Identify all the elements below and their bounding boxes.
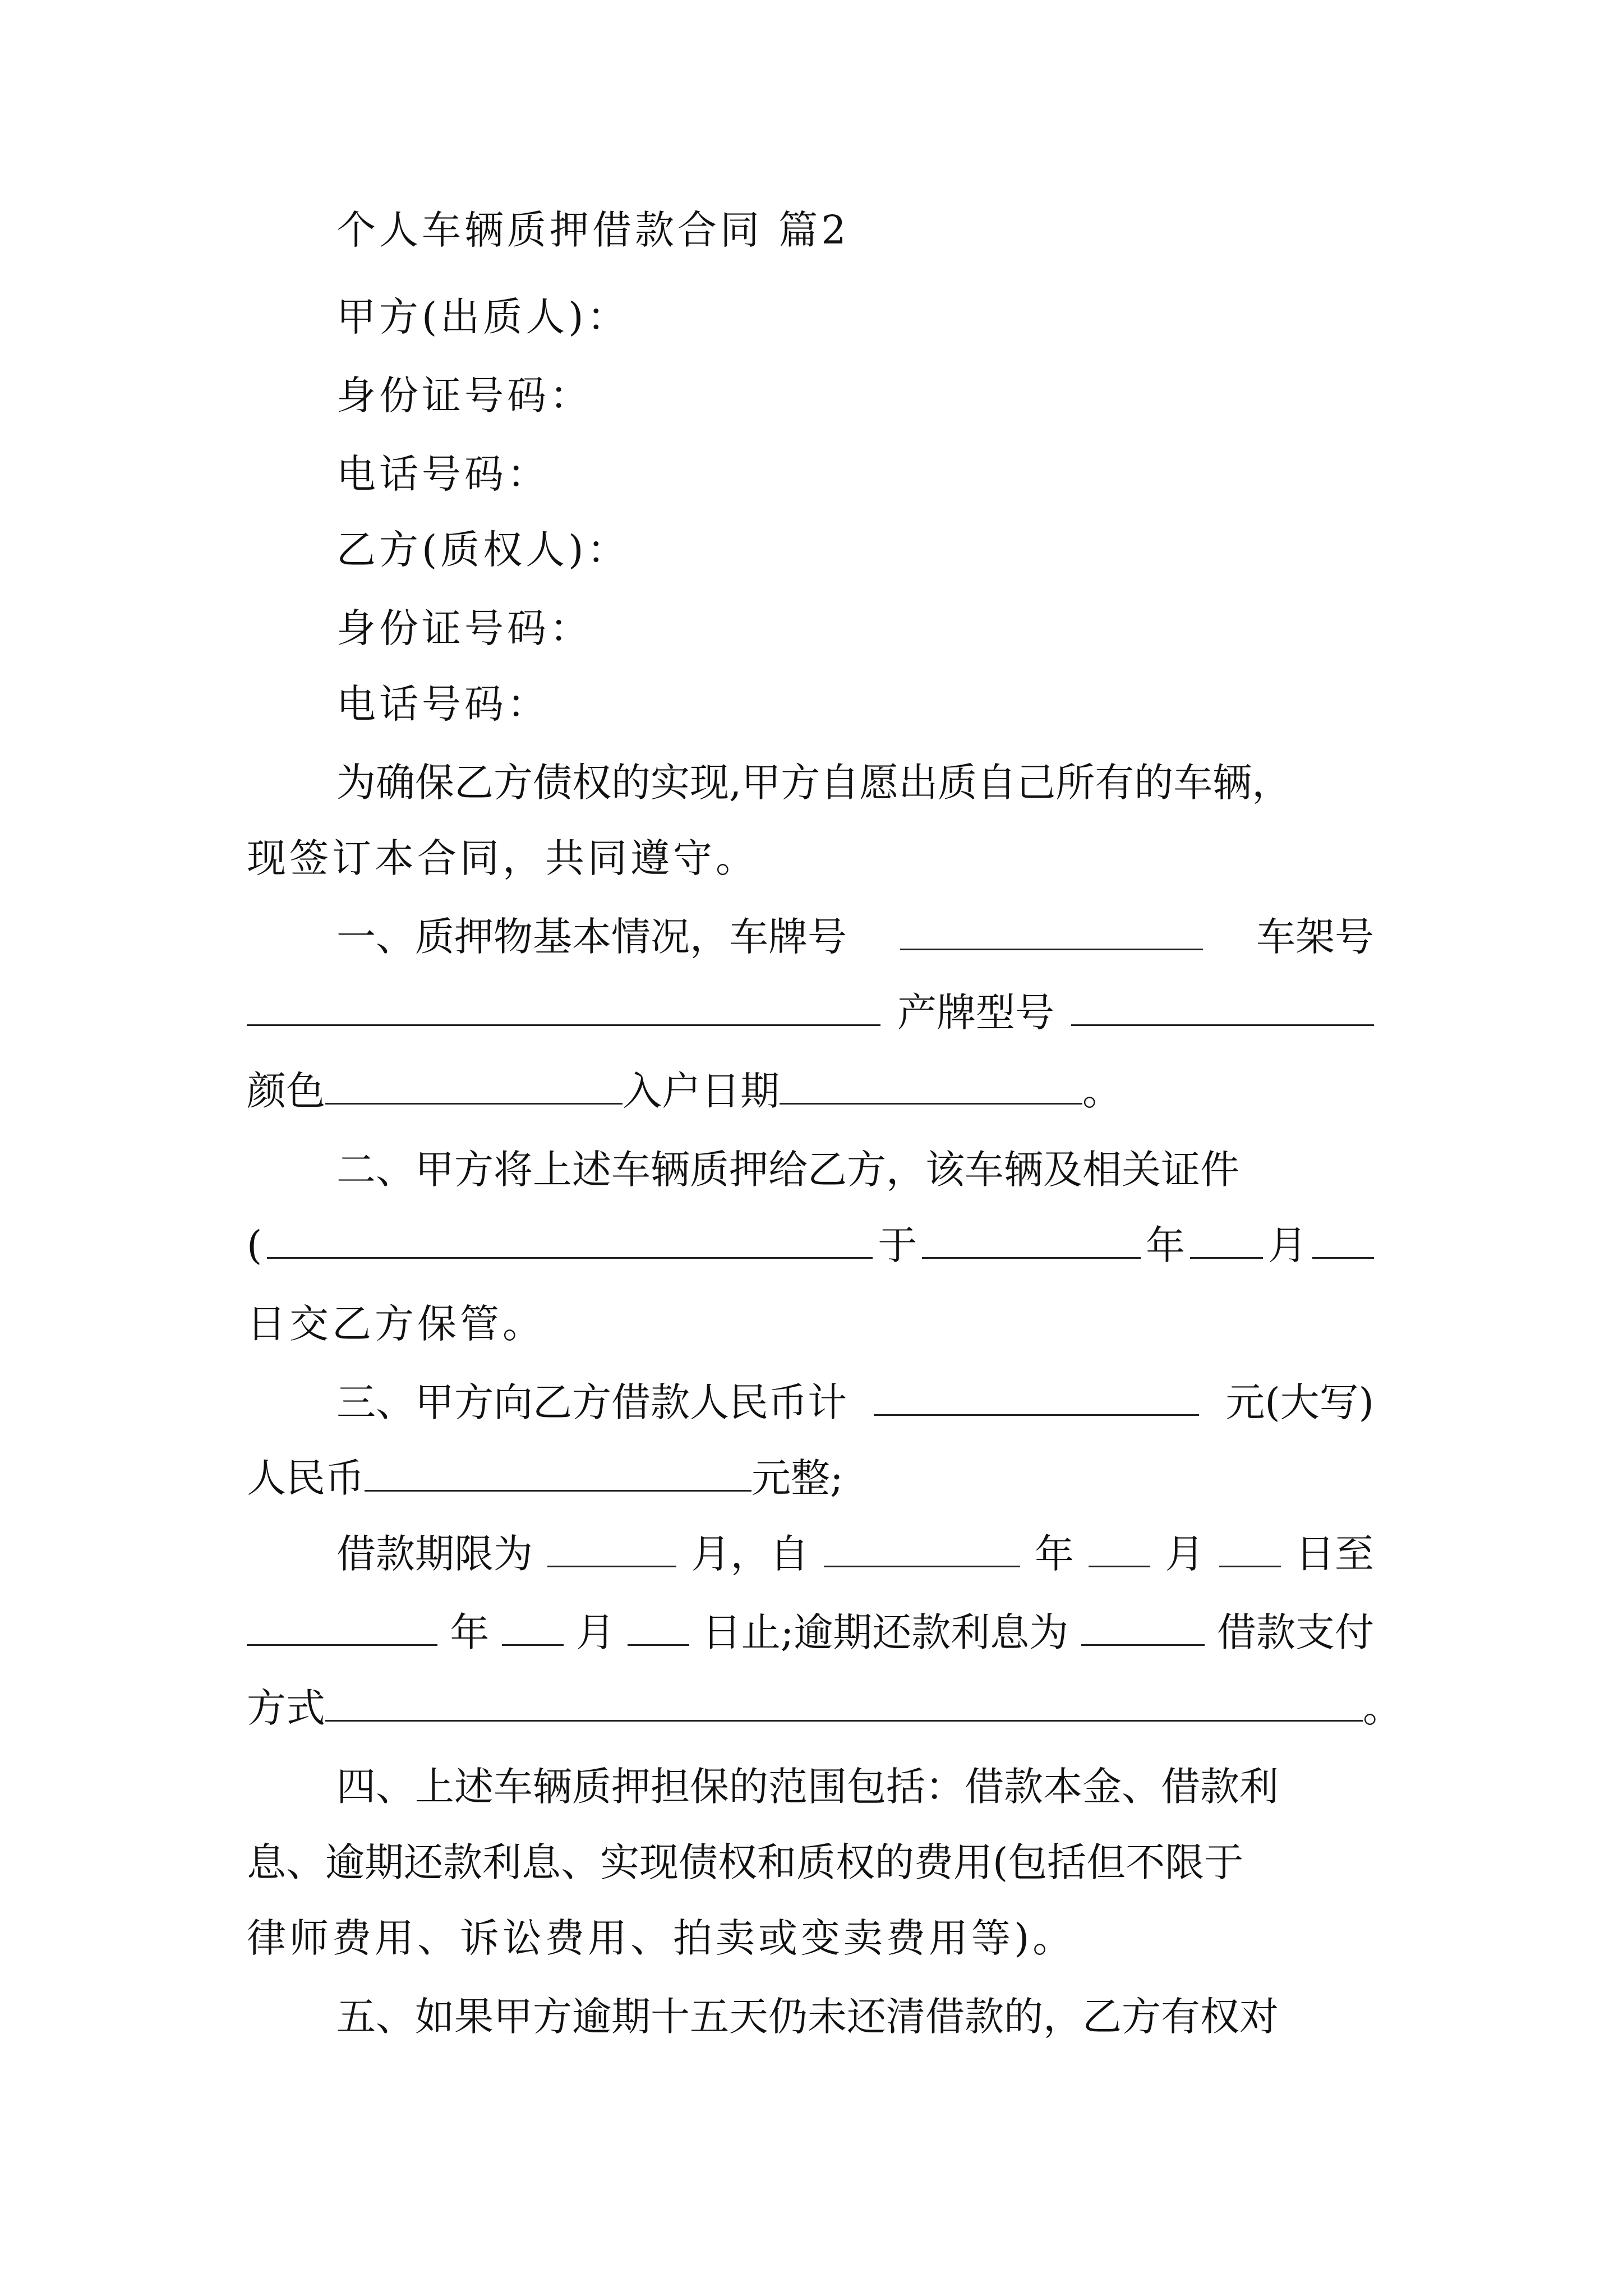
day-to-label: 日至 [1295, 1531, 1374, 1577]
documents-blank[interactable] [267, 1222, 873, 1259]
register-date-label: 入户日期 [623, 1068, 780, 1114]
clause1-prefix: 一、质押物基本情况，车牌号 [336, 914, 847, 960]
party-a-label: 甲方(出质人)： [336, 294, 630, 340]
clause2-text: 二、甲方将上述车辆质押给乙方，该车辆及相关证件 [336, 1147, 1239, 1193]
start-year-label: 年 [1035, 1531, 1074, 1577]
year-label: 年 [1146, 1222, 1186, 1268]
months-from-label: 月，自 [691, 1531, 809, 1577]
party-b-label: 乙方(质权人)： [336, 527, 630, 573]
clause4-line2 [247, 1837, 1374, 1888]
months-blank[interactable] [547, 1531, 676, 1567]
loan-term-prefix: 借款期限为 [336, 1531, 533, 1577]
clause1-line1 [336, 912, 1374, 962]
clause2-line2 [247, 1220, 1374, 1271]
yuan-caps-label: 元(大写) [1225, 1379, 1374, 1425]
method-label: 方式 [247, 1685, 325, 1731]
end-year-blank[interactable] [247, 1609, 437, 1646]
clause4-text2: 息、逾期还款利息、实现债权和质权的费用(包括但不限于 [247, 1839, 1244, 1885]
loan-amount-blank[interactable] [874, 1379, 1199, 1416]
party-a-id-label: 身份证号码： [336, 372, 592, 418]
day-end-label: 日止;逾期还款利息为 [702, 1609, 1069, 1655]
brand-model-label: 产牌型号 [897, 990, 1054, 1036]
clause3-line1 [336, 1377, 1374, 1428]
loan-term-line2 [247, 1607, 1374, 1658]
clause5-text1: 五、如果甲方逾期十五天仍未还清借款的，乙方有权对 [336, 1994, 1279, 2040]
color-blank[interactable] [325, 1068, 623, 1105]
open-paren: ( [247, 1222, 262, 1268]
clause1-line3 [247, 1066, 1122, 1116]
clause2-line3: 日交乙方保管。 [247, 1301, 545, 1347]
clause5-line1 [336, 1991, 1374, 2042]
end-day-blank[interactable] [628, 1609, 689, 1646]
rmb-label: 人民币 [247, 1455, 365, 1501]
loan-term-line3 [247, 1683, 1402, 1733]
intro-text: 为确保乙方债权的实现,甲方自愿出质自己所有的车辆， [336, 760, 1292, 806]
start-year-blank[interactable] [824, 1531, 1020, 1567]
year-blank[interactable] [922, 1222, 1141, 1259]
color-label: 颜色 [247, 1068, 325, 1114]
frame-number-label: 车架号 [1256, 914, 1374, 960]
yuan-whole-label: 元整; [751, 1455, 843, 1501]
amount-caps-blank[interactable] [365, 1455, 751, 1492]
party-b-id-label: 身份证号码： [336, 605, 592, 651]
clause4-line3: 律师费用、诉讼费用、拍卖或变卖费用等)。 [247, 1915, 1076, 1961]
end-month-label: 月 [576, 1609, 616, 1655]
intro-paragraph-line1 [336, 757, 1374, 808]
loan-term-line1 [336, 1529, 1374, 1579]
loan-term-end: 。 [1363, 1685, 1402, 1731]
at-label: 于 [878, 1222, 917, 1268]
register-date-blank[interactable] [780, 1068, 1082, 1105]
end-month-blank[interactable] [502, 1609, 564, 1646]
start-month-blank[interactable] [1089, 1531, 1150, 1567]
clause2-line1 [336, 1144, 1374, 1195]
party-b-phone-label: 电话号码： [336, 681, 550, 727]
document-title: 个人车辆质押借款合同 篇2 [336, 207, 850, 253]
clause1-line2 [247, 987, 1374, 1038]
intro-paragraph-line2: 现签订本合同，共同遵守。 [247, 835, 758, 881]
clause3-prefix: 三、甲方向乙方借款人民币计 [336, 1379, 847, 1425]
party-a-phone-label: 电话号码： [336, 451, 550, 497]
brand-model-blank[interactable] [1071, 990, 1374, 1026]
end-year-label: 年 [450, 1609, 490, 1655]
frame-number-blank[interactable] [247, 990, 880, 1026]
plate-number-blank[interactable] [900, 914, 1203, 950]
clause4-text1: 四、上述车辆质押担保的范围包括：借款本金、借款利 [336, 1764, 1279, 1810]
payment-method-blank[interactable] [325, 1685, 1363, 1722]
month-blank[interactable] [1190, 1222, 1263, 1259]
overdue-interest-blank[interactable] [1081, 1609, 1205, 1646]
clause1-end: 。 [1082, 1068, 1122, 1114]
day-blank[interactable] [1312, 1222, 1374, 1259]
clause4-line1 [336, 1761, 1374, 1812]
start-day-blank[interactable] [1219, 1531, 1281, 1567]
start-month-label: 月 [1165, 1531, 1205, 1577]
clause3-line2 [247, 1453, 843, 1503]
payment-label: 借款支付 [1217, 1609, 1374, 1655]
month-label: 月 [1268, 1222, 1308, 1268]
